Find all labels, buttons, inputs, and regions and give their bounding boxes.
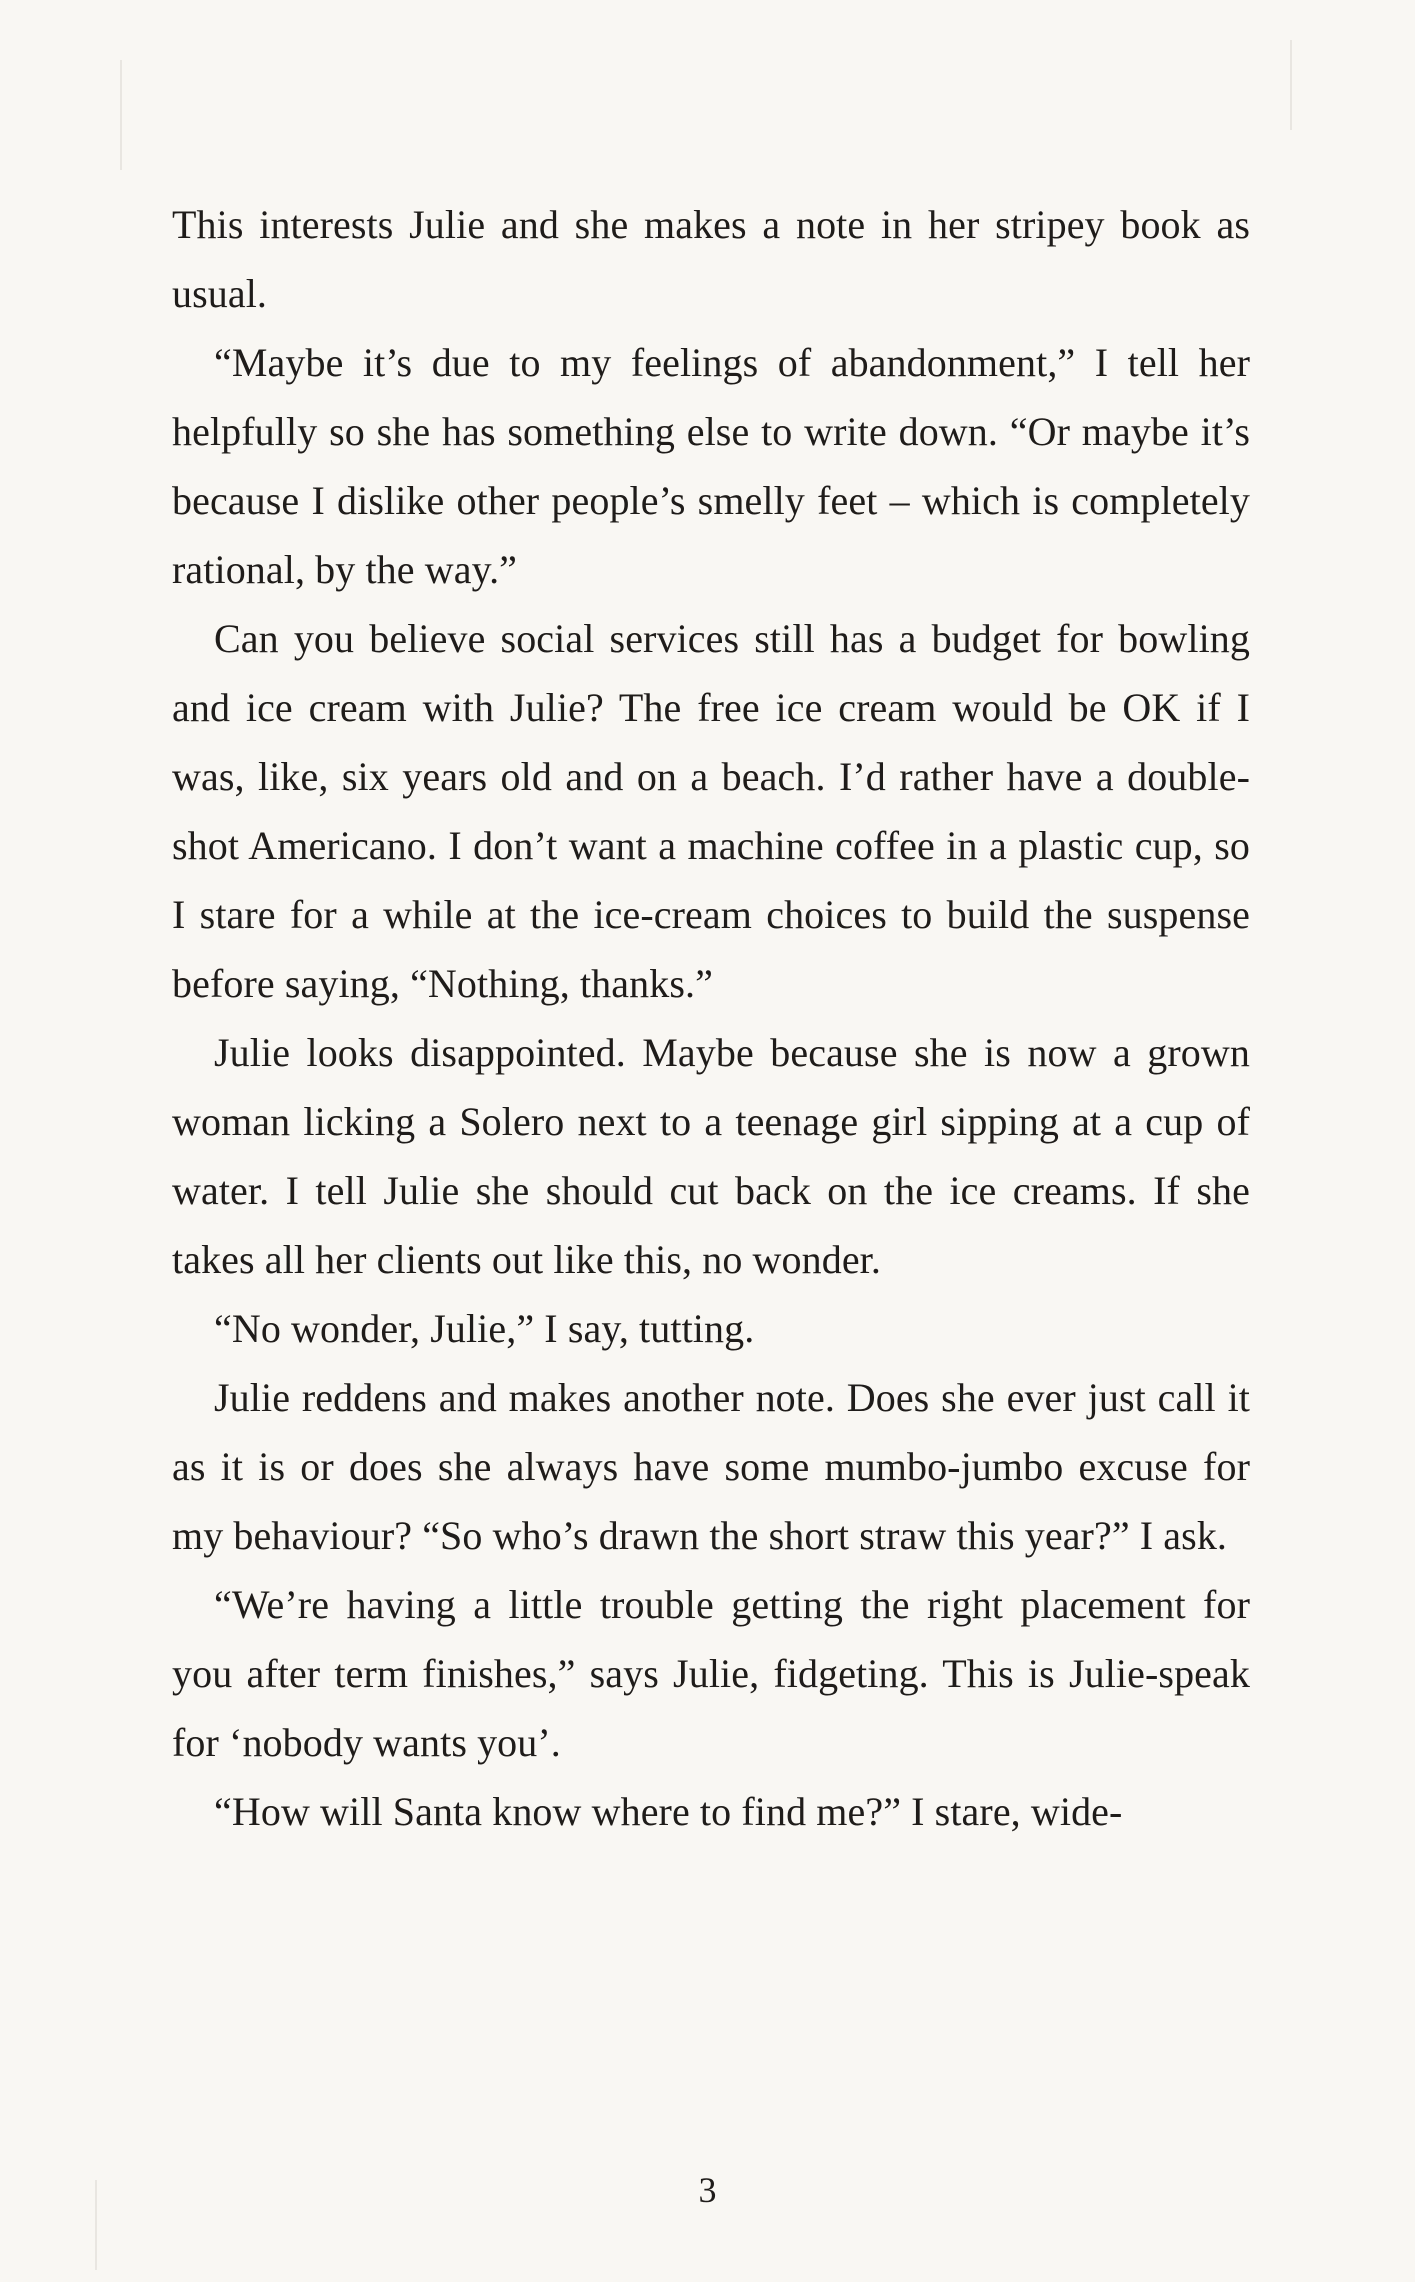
paragraph: Julie looks disappointed. Maybe because she is now a grown woman licking a Solero next to a teenage girl sipping at a cup of water. I tell Julie she should cut back on the ice creams. If she takes all her clients out like this, no wonder. <box>172 1030 1250 1282</box>
paragraph: Can you believe social services still has a budget for bowling and ice cream with Julie? The free ice cream would be OK if I was, like, six years old and on a beach. I’d rather have a double-shot Americano. I don’t want a machine coffee in a plastic cup, so I stare for a while at the ice-cream choices to build the suspense before saying, “Nothing, thanks.” <box>172 616 1250 1006</box>
paragraph: “Maybe it’s due to my feelings of abandonment,” I tell her helpfully so she has something else to write down. “Or maybe it’s because I dislike other people’s smelly feet – which is completely rational, by the way.” <box>172 340 1250 592</box>
paragraph: “How will Santa know where to find me?” I stare, wide- <box>214 1789 1123 1834</box>
page-number: 3 <box>698 2170 717 2210</box>
paragraph: This interests Julie and she makes a note in her stripey book as usual. <box>172 202 1250 316</box>
body-text <box>172 190 1250 1846</box>
paragraph: “We’re having a little trouble getting the right placement for you after term finishes,” says Julie, fidgeting. This is Julie-speak for ‘nobody wants you’. <box>172 1582 1250 1765</box>
paragraph: “No wonder, Julie,” I say, tutting. <box>214 1306 755 1351</box>
scan-bleed-mark <box>120 60 122 170</box>
scan-bleed-mark <box>1290 40 1292 130</box>
paragraph: Julie reddens and makes another note. Does she ever just call it as it is or does she always have some mumbo-jumbo excuse for my behaviour? “So who’s drawn the short straw this year?” I ask. <box>172 1375 1250 1558</box>
